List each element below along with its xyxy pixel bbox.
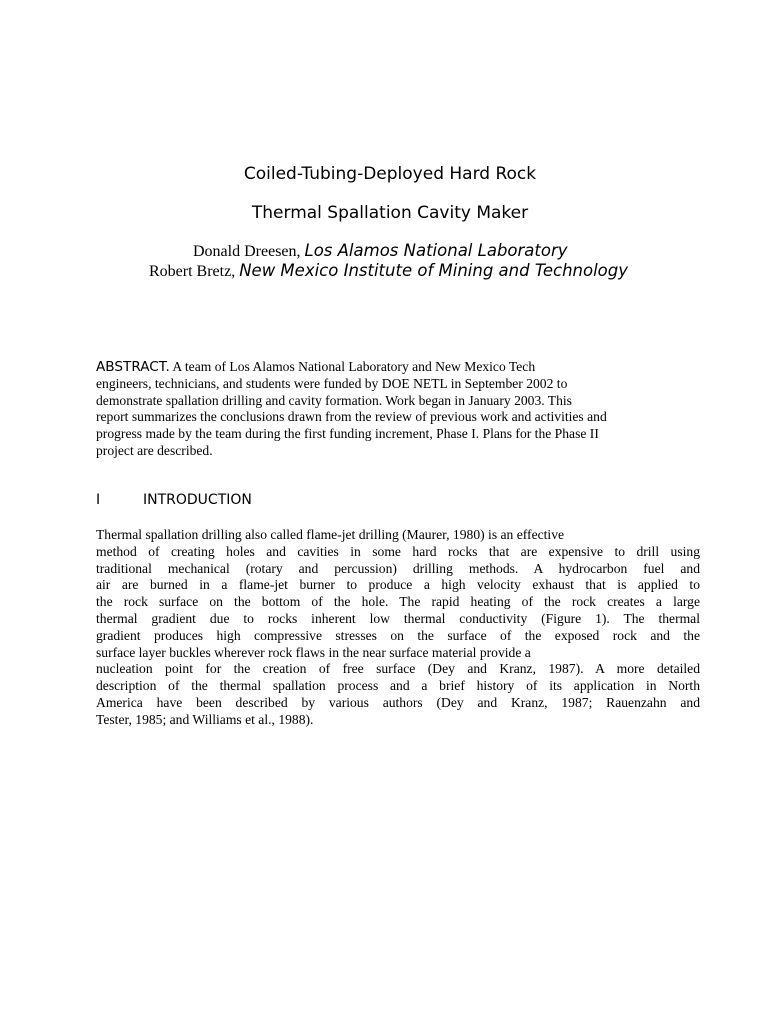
abstract-line: demonstrate spallation drilling and cavity formation. Work began in January 2003. This [96, 392, 572, 408]
introduction-line: method of creating holes and cavities in some hard rocks that are expensive to drill using [96, 543, 700, 559]
paper-title-line-2: Thermal Spallation Cavity Maker [251, 203, 529, 223]
abstract-text: A team of Los Alamos National Laboratory and New Mexico Tech [169, 359, 536, 374]
introduction-line: America have been described by various authors (Dey and Kranz, 1987; Rauenzahn and [96, 694, 700, 710]
section-title: INTRODUCTION [143, 492, 252, 508]
introduction-line: Tester, 1985; and Williams et al., 1988). [96, 711, 314, 727]
introduction-line: nucleation point for the creation of free surface (Dey and Kranz, 1987). A more detailed [96, 661, 700, 677]
author-affiliation: New Mexico Institute of Mining and Technology [239, 261, 629, 280]
abstract-label: ABSTRACT. [96, 359, 170, 375]
introduction-line: thermal gradient due to rocks inherent low thermal conductivity (Figure 1). The thermal [96, 610, 700, 626]
introduction-line: description of the thermal spallation process and a brief history of its application in North [96, 678, 700, 694]
abstract-line [96, 359, 700, 376]
author-line-1 [193, 241, 568, 261]
abstract-paragraph [96, 359, 700, 460]
author-name: Robert Bretz, [149, 263, 240, 280]
introduction-line: Thermal spallation drilling also called flame-jet drilling (Maurer, 1980) is an effective [96, 527, 565, 542]
abstract-line: project are described. [96, 442, 213, 458]
abstract-line: engineers, technicians, and students were funded by DOE NETL in September 2002 to [96, 375, 568, 391]
introduction-line: surface layer buckles wherever rock flaws in the near surface material provide a [96, 644, 531, 660]
section-number: I [96, 492, 101, 508]
introduction-line: the rock surface on the bottom of the hole. The rapid heating of the rock creates a large [96, 594, 700, 610]
paper-title-line-1: Coiled-Tubing-Deployed Hard Rock [243, 164, 537, 184]
author-line-2 [149, 261, 628, 281]
abstract-line: progress made by the team during the first funding increment, Phase I. Plans for the Phase II [96, 426, 599, 442]
abstract-line: report summarizes the conclusions drawn from the review of previous work and activities and [96, 409, 607, 425]
author-affiliation: Los Alamos National Laboratory [304, 241, 568, 260]
introduction-line: air are burned in a flame-jet burner to produce a high velocity exhaust that is applied to [96, 577, 700, 593]
author-name: Donald Dreesen, [193, 243, 305, 260]
introduction-line: gradient produces high compressive stresses on the surface of the exposed rock and the [96, 627, 700, 643]
introduction-line: traditional mechanical (rotary and percussion) drilling methods. A hydrocarbon fuel and [96, 560, 700, 576]
section-heading [96, 492, 252, 508]
introduction-paragraph [96, 527, 700, 729]
